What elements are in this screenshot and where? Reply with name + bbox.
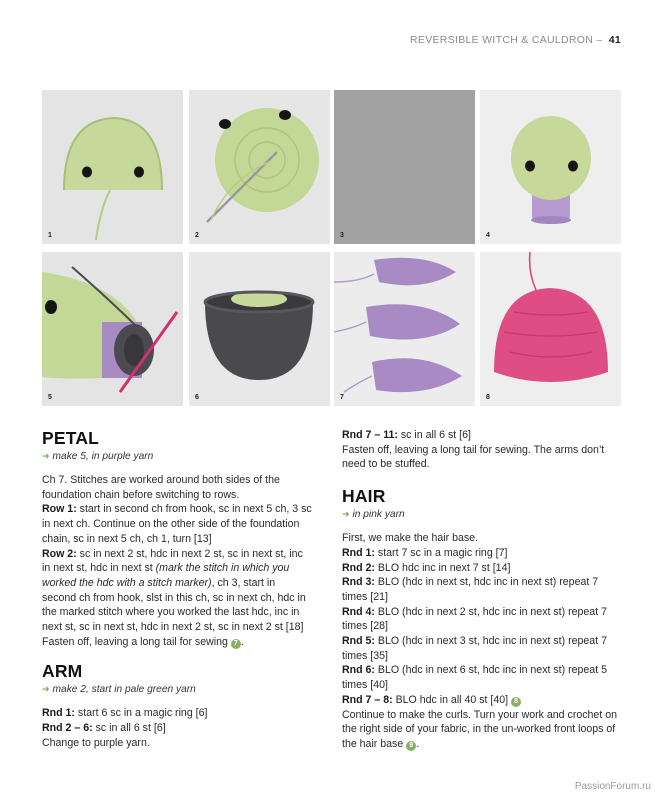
cauldron-photo (189, 252, 330, 406)
petals-photo (334, 252, 475, 406)
rnd-label: Rnd 4: (342, 605, 375, 618)
outro-text: Continue to make the curls. Turn your work and crochet on the right side of your fabric, in the un-worked front loops of the hair base (342, 708, 617, 750)
rnd-text: start 6 sc in a magic ring [6] (74, 707, 208, 720)
rnd-text: sc in all 6 st [6] (92, 722, 166, 735)
row-note: (mark the stitch in which you worked the hdc with a stitch marker) (42, 562, 290, 589)
hair-subtitle (342, 507, 622, 522)
photo-number: 1 (48, 232, 52, 239)
rnd-label: Rnd 5: (342, 635, 375, 648)
photo-number: 8 (486, 394, 490, 401)
hair-rnd (342, 575, 622, 604)
row-text: , ch 3, start in second ch from hook, slst in this ch, sc in next ch, hdc in the marked stitch where you worked the last hdc, inc in next st, sc in next st, hdc in next 2 st, sc in next 2 st [18] (42, 576, 306, 634)
rnd-label: Rnd 6: (342, 664, 375, 677)
rnd-text: BLO (hdc in next 2 st, hdc inc in next st) repeat 7 times [28] (342, 605, 607, 633)
right-column (342, 428, 622, 752)
arrow-icon: ➜ (342, 509, 350, 520)
rnd-text: start 7 sc in a magic ring [7] (374, 546, 508, 559)
hair-rnd (342, 663, 622, 692)
head-body-photo (480, 90, 621, 244)
photo-number: 4 (486, 232, 490, 239)
arm-fasten: Fasten off, leaving a long tail for sewing. The arms don’t need to be stuffed. (342, 443, 605, 471)
petal-row-2 (42, 547, 312, 635)
rnd-label: Rnd 7 – 8: (342, 693, 393, 706)
fasten-text: Fasten off, leaving a long tail for sewing (42, 635, 231, 648)
photo-number: 2 (195, 232, 199, 239)
rnd-label: Rnd 1: (342, 546, 375, 559)
step-photo-2 (189, 90, 330, 244)
petal-intro: Ch 7. Stitches are worked around both sides of the foundation chain before switching to rows. (42, 474, 280, 501)
hair-rnd (342, 561, 622, 576)
photo-ref-badge: 7 (231, 639, 241, 649)
step-photo-1 (42, 90, 183, 244)
step-photo-6 (189, 252, 330, 406)
rnd-label: Rnd 2 – 6: (42, 722, 93, 735)
section-title-hair: HAIR (342, 486, 386, 507)
photo-number: 3 (340, 232, 344, 239)
step-photo-7 (334, 252, 475, 406)
petal-row-1 (42, 502, 312, 546)
page-number: 41 (608, 34, 621, 46)
arrow-icon: ➜ (42, 451, 50, 461)
arm-subtitle (42, 682, 312, 697)
step-photo-8 (480, 252, 621, 406)
watermark: PassionForum.ru (574, 781, 651, 792)
petal-subtitle-text: make 5, in purple yarn (52, 451, 154, 462)
hair-subtitle-text: in pink yarn (352, 509, 405, 521)
row-text: start in second ch from hook, sc in next 5 ch, 3 sc in next ch. Continue on the other side of the foundation chain, sc in next 5 ch, ch 1, turn [13] (42, 503, 312, 545)
green-head-photo (42, 90, 183, 244)
outro-end: . (416, 737, 420, 750)
petal-subtitle (42, 449, 312, 464)
grey-placeholder-photo (334, 90, 475, 244)
photo-ref-badge: 9 (406, 741, 416, 751)
rnd-text: sc in all 6 st [6] (397, 429, 471, 441)
hair-rnd (342, 634, 622, 663)
arm-rnd-7-11 (342, 428, 622, 443)
hair-base-photo (480, 252, 621, 406)
hair-intro: First, we make the hair base. (342, 532, 479, 545)
arm-change-color: Change to purple yarn. (42, 736, 150, 749)
hair-outro (342, 708, 622, 752)
section-title-petal: PETAL (42, 428, 100, 448)
arrow-icon: ➜ (42, 684, 50, 695)
head-needle-photo (189, 90, 330, 244)
head-hook-photo (42, 252, 183, 406)
photo-number: 5 (48, 394, 52, 401)
arm-rnd-2-6 (42, 721, 312, 736)
hair-rnd (342, 605, 622, 634)
photo-ref-badge: 8 (511, 697, 521, 707)
arm-rnd-1 (42, 706, 312, 721)
rnd-text: BLO hdc in all 40 st [40] (392, 693, 512, 706)
rnd-label: Rnd 7 – 11: (342, 429, 398, 441)
step-photo-3 (334, 90, 475, 244)
row-label: Row 2: (42, 547, 77, 560)
rnd-text: BLO (hdc in next 3 st, hdc inc in next st) repeat 7 times [35] (342, 635, 607, 662)
row-text: sc in next 2 st, hdc in next 2 st, sc in next st, inc in next st, hdc in next st (42, 547, 303, 575)
step-photo-5 (42, 252, 183, 406)
fasten-end: . (240, 635, 244, 648)
rnd-label: Rnd 1: (42, 707, 75, 720)
hair-rnd (342, 546, 622, 561)
section-title-arm: ARM (42, 661, 83, 682)
hair-rnd (342, 693, 622, 708)
arm-subtitle-text: make 2, start in pale green yarn (52, 684, 196, 696)
rnd-text: BLO (hdc in next 6 st, hdc inc in next st) repeat 5 times [40] (342, 664, 607, 692)
petal-fasten (42, 635, 312, 650)
rnd-label: Rnd 3: (342, 576, 375, 589)
running-header-title: REVERSIBLE WITCH & CAULDRON – (410, 34, 606, 46)
rnd-text: BLO (hdc in next st, hdc inc in next st) repeat 7 times [21] (342, 576, 599, 603)
step-photo-4 (480, 90, 621, 244)
left-column (42, 428, 312, 751)
photo-number: 7 (340, 394, 344, 401)
row-label: Row 1: (42, 503, 77, 516)
rnd-text: BLO hdc inc in next 7 st [14] (374, 561, 511, 574)
rnd-label: Rnd 2: (342, 561, 375, 574)
photo-number: 6 (195, 394, 199, 401)
